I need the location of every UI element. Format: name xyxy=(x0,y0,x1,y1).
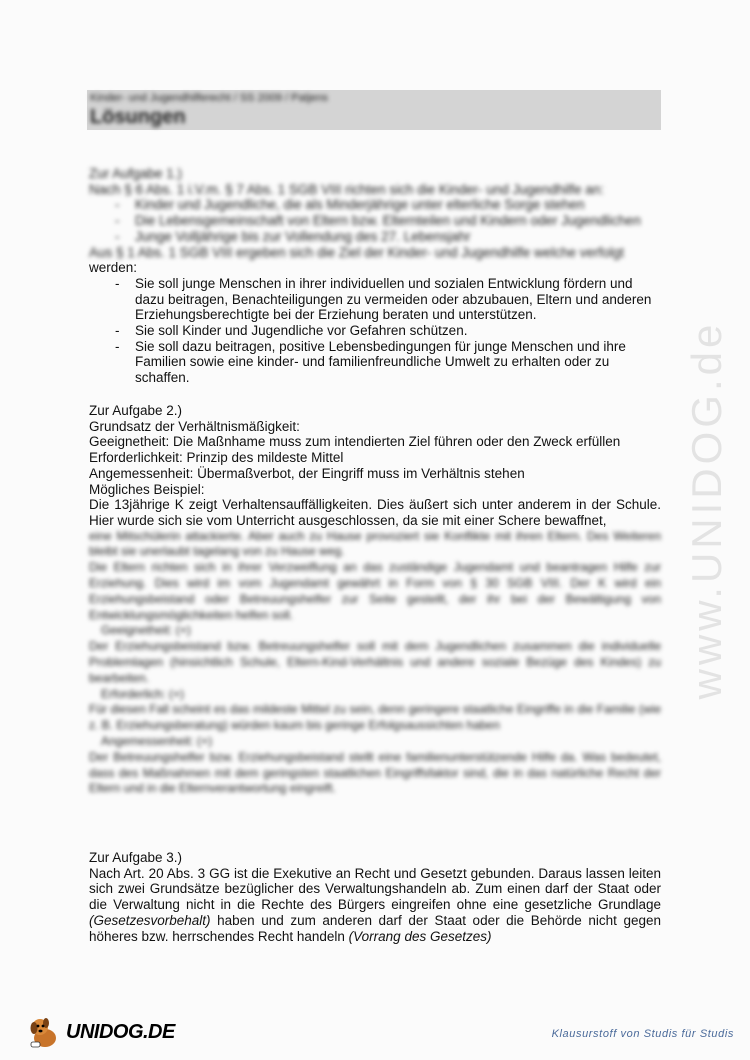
list-item: - Sie soll Kinder und Jugendliche vor Gefahren schützen. xyxy=(89,323,661,339)
list-item: - Kinder und Jugendliche, die als Minderjährige unter elterliche Sorge stehen xyxy=(89,197,661,213)
paragraph: eine Mitschülerin attackierte. Aber auch zu Hause provoziert sie Konflikte mit ihren Eltern. Des Weiteren bleibt sie unerlaubt tagelang von zu Hause weg. xyxy=(89,528,661,559)
list-item: - Sie soll dazu beitragen, positive Lebensbedingungen für junge Menschen und ihre Familien sowie eine kinder- und familienfreundliche Umwelt zu erhalten oder zu schaffen. xyxy=(89,339,661,386)
list-item: - Junge Volljährige bis zur Vollendung des 27. Lebensjahr xyxy=(89,229,661,245)
criterion-label: Geeignetheit: (+) xyxy=(101,623,191,638)
paragraph: Nach Art. 20 Abs. 3 GG ist die Exekutive an Recht und Gesetzt gebunden. Daraus lassen leiten sich zwei Grundsätze bezüglicher des Verwaltungshandeln ab. Zum einen darf der Staat oder die Verwaltung nicht in die Rechte des Bürgers eingreifen ohne eine gesetzliche Grundlage (Gesetzesvorbehalt) haben und zum anderen darf der Staat oder die Behörde nicht gegen höheres bzw. herrschendes Recht handeln (Vorrang des Gesetzes) xyxy=(89,865,661,944)
footer-tagline: Klausurstoff von Studis für Studis xyxy=(551,1028,734,1040)
paragraph: Die Eltern richten sich in ihrer Verzweiflung an das zuständige Jugendamt und beantragen Hilfe zur Erziehung. Dies wird im vom Jugendamt gewährt in Form von § 30 SGB VIII. Der K wird ein Erziehungsbeistand oder Betreuungshelfer zur Seite gestellt, der ihr bei der Bewältigung von Entwicklungsmöglichkeiten helfen soll. xyxy=(89,560,661,622)
paragraph: Der Betreuungshelfer bzw. Erziehungsbeistand stellt eine familienunterstützende Hilfe da. Was bedeutet, dass des Maßnahmen mit dem geringsten staatlichen Eingriffsfaktor sind, die in das natürliche Recht der Eltern und in die Elternverantwortung eingreift. xyxy=(89,749,661,796)
dog-icon xyxy=(26,1014,62,1050)
paragraph: Aus § 1 Abs. 1 SGB VIII ergeben sich die Ziel der Kinder- und Jugendhilfe welche verfolgt xyxy=(89,244,625,260)
section-aufgabe-1 xyxy=(89,166,661,386)
paragraph: Für diesen Fall scheint es das mildeste Mittel zu sein, denn geringere staatliche Eingriffe in die Familie (wie z. B. Erziehungsberatung) würden kaum bis geringe Erfolgsaussichten haben xyxy=(89,702,661,733)
term-vorrang: (Vorrang des Gesetzes) xyxy=(348,928,492,944)
watermark: www.UNIDOG.de xyxy=(683,320,730,700)
paragraph: Grundsatz der Verhältnismäßigkeit: xyxy=(89,418,300,434)
section-heading: Zur Aufgabe 3.) xyxy=(89,850,183,865)
logo-text: UNIDOG.DE xyxy=(66,1020,175,1043)
example-paragraph: Die 13jährige K zeigt Verhaltensauffälligkeiten. Dies äußert sich unter anderem in der Schule. Hier wurde sich sie vom Unterricht ausgeschlossen, da sie mit einer Schere bewaffnet, xyxy=(89,497,661,528)
section-heading: Zur Aufgabe 1.) xyxy=(89,166,183,181)
term-gesetzesvorbehalt: (Gesetzesvorbehalt) xyxy=(89,912,211,928)
paragraph: Der Erziehungsbeistand bzw. Betreuungshelfer soll mit dem Jugendlichen zusammen die individuelle Problemlagen (hinsichtlich Schule, Eltern-Kind-Verhältnis und andere soziale Bezüge des Kindes) zu bearbeiten. xyxy=(89,639,661,685)
criterion-label: Erforderlich: (+) xyxy=(101,686,185,701)
paragraph: Angemessenheit: Übermaßverbot, der Eingriff muss im Verhältnis stehen xyxy=(89,465,525,481)
paragraph: werden: xyxy=(89,260,138,276)
unidog-logo xyxy=(26,1012,175,1052)
list-item: - Die Lebensgemeinschaft von Eltern bzw. Elternteilen und Kindern oder Jugendlichen xyxy=(89,213,661,229)
section-aufgabe-2 xyxy=(89,403,661,797)
page-title: Lösungen xyxy=(90,106,186,128)
paragraph: Mögliches Beispiel: xyxy=(89,481,205,497)
list-item: - Sie soll junge Menschen in ihrer individuellen und sozialen Entwicklung fördern und dazu beitragen, Benachteiligungen zu vermeiden oder abzubauen, Eltern und anderen Erziehungsberechtigte bei der Erziehung beraten und unterstützen. xyxy=(89,276,661,323)
paragraph: Geeignetheit: Die Maßnhame muss zum intendierten Ziel führen oder den Zweck erfüllen xyxy=(89,434,621,450)
course-line: Kinder- und Jugendhilferecht / SS 2009 / Patjens xyxy=(90,92,328,104)
criterion-label: Angemessenheit: (+) xyxy=(101,733,213,748)
section-aufgabe-3 xyxy=(89,850,661,944)
paragraph: Erforderlichkeit: Prinzip des mildeste Mittel xyxy=(89,450,344,466)
section-heading: Zur Aufgabe 2.) xyxy=(89,403,183,418)
paragraph: Nach § 6 Abs. 1 i.V.m. § 7 Abs. 1 SGB VIII richten sich die Kinder- und Jugendhilfe an: xyxy=(89,181,605,197)
